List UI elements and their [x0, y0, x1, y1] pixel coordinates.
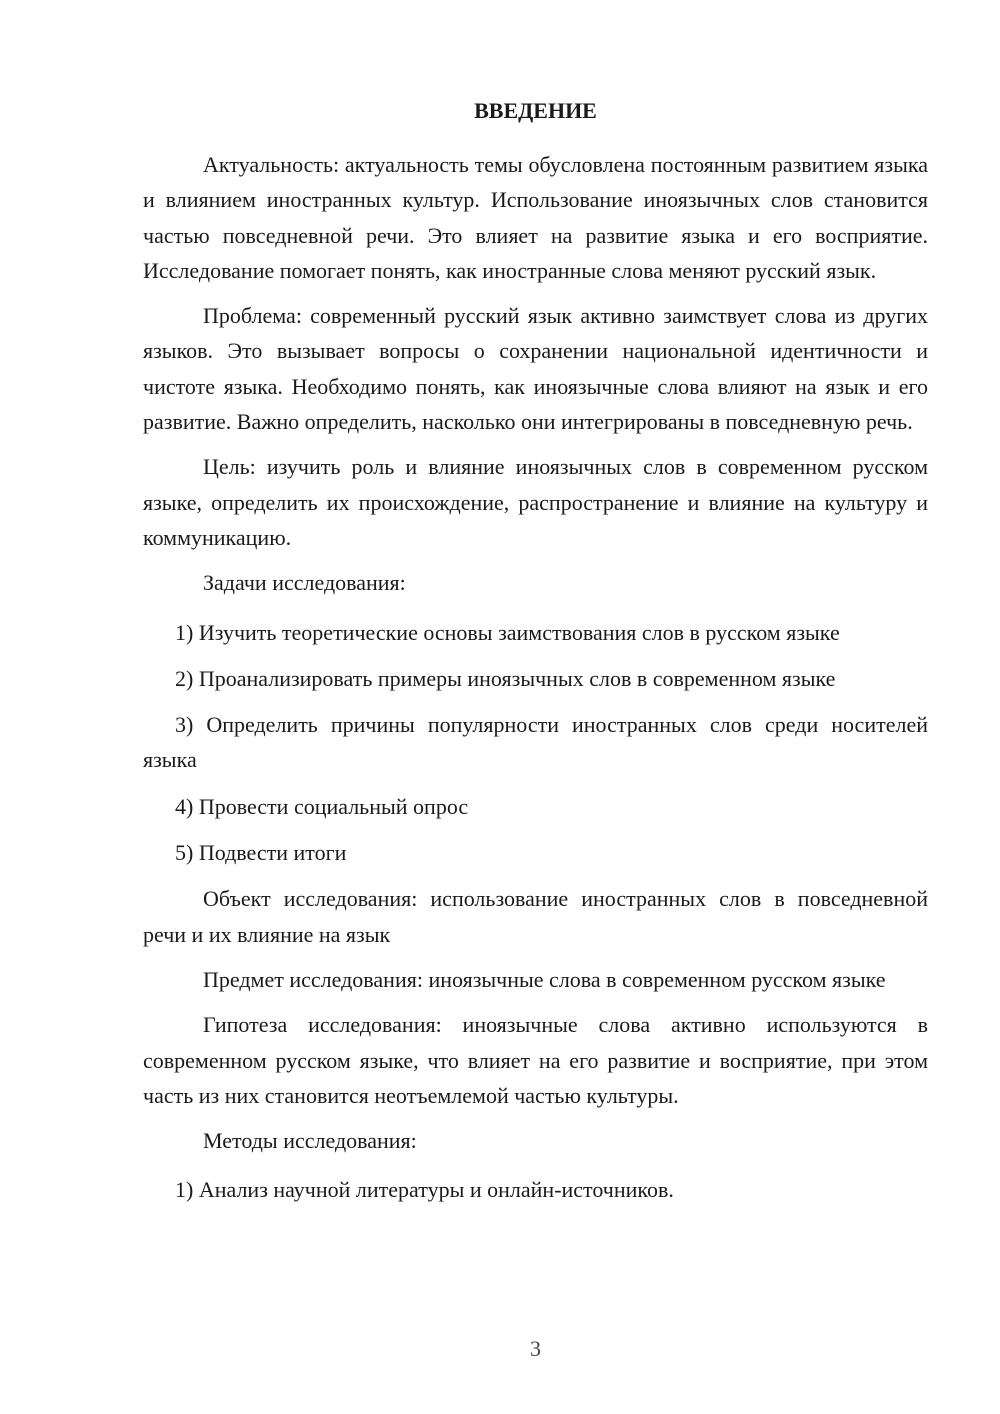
paragraph-hypothesis: Гипотеза исследования: иноязычные слова активно используются в современном русском языке, что влияет на его развитие и восприятие, при этом часть из них становится неотъемлемой частью культуры.: [143, 1012, 928, 1108]
methods-heading: Методы исследования:: [203, 1128, 417, 1154]
document-page: [143, 95, 928, 1219]
task-item-5: 5) Подвести итоги: [175, 840, 347, 866]
section-heading: ВВЕДЕНИЕ: [474, 98, 597, 123]
task-item-3: 3) Определить причины популярности иностранных слов среди носителей языка: [143, 712, 928, 773]
task-item-1: 1) Изучить теоретические основы заимствования слов в русском языке: [175, 619, 840, 645]
task-item-4: 4) Провести социальный опрос: [175, 793, 469, 819]
paragraph-object: Объект исследования: использование иностранных слов в повседневной речи и их влияние на язык: [143, 886, 928, 947]
tasks-heading: Задачи исследования:: [203, 570, 406, 596]
task-item-2: 2) Проанализировать примеры иноязычных слов в современном языке: [175, 665, 836, 691]
method-item-1: 1) Анализ научной литературы и онлайн-источников.: [175, 1177, 674, 1203]
paragraph-goal: Цель: изучить роль и влияние иноязычных слов в современном русском языке, определить их происхождение, распространение и влияние на культуру и коммуникацию.: [143, 454, 928, 550]
paragraph-relevance: Актуальность: актуальность темы обусловлена постоянным развитием языка и влиянием иностранных культур. Использование иноязычных слов становится частью повседневной речи. Это влияет на развитие языка и его восприятие. Исследование помогает понять, как иностранные слова меняют русский язык.: [143, 152, 928, 283]
paragraph-problem: Проблема: современный русский язык активно заимствует слова из других языков. Это вызывает вопросы о сохранении национальной идентичности и чистоте языка. Необходимо понять, как иноязычные слова влияют на язык и его развитие. Важно определить, насколько они интегрированы в повседневную речь.: [143, 303, 928, 435]
page-number: 3: [530, 1336, 541, 1361]
paragraph-subject: Предмет исследования: иноязычные слова в современном русском языке: [203, 966, 886, 992]
